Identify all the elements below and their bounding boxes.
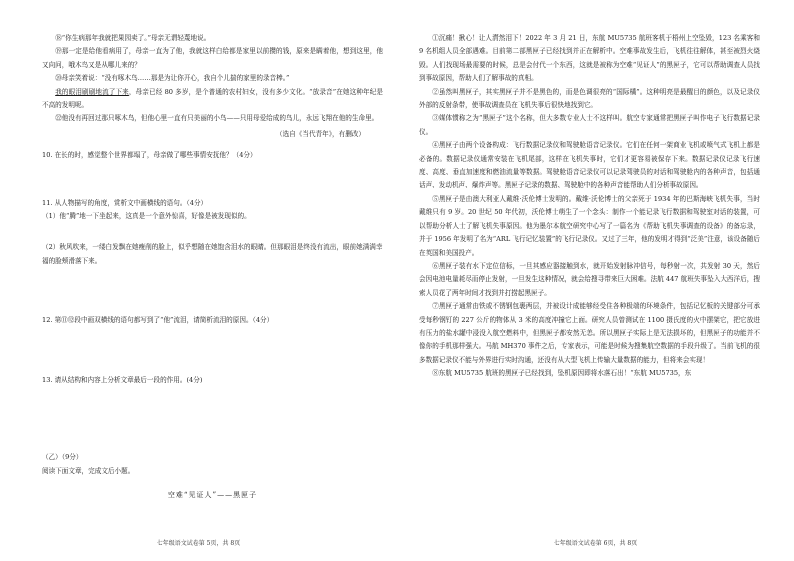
right-para-7: ⑦黑匣子通常由铁或不锈钢包裹两层，并被设计成能够经受住各种极端的环境条件，包括记忆板的关键部分可承受每秒钢钉的 227 公斤的物体从 3 米的高度冲撞它上面。研究人员曾测试在 1100 摄氏度的火中摆架它，把它放进有压力的盐水罐中浸没入航空燃料中，但黑匣子都安然无恙。所以黑匣子实际上是无法损坏的，但黑匣子的功能并不像你的手机那样强大。马航 MH370 事件之后，专家表示，可能是时候为搜集航空数据的手段升级了。当前飞机的很多数据记录仪不能与外界进行实时沟通，还没有从大型飞机上传输大量数据的能力，但将来会实现！ (419, 302, 760, 364)
article-title: 空难“见证人”——黑匣子 (167, 490, 258, 499)
underlined-sentence: 我的眼泪刷刷地流了下来 (55, 87, 129, 96)
question-11: 11. 从人物描写的角度，赏析文中画横线的语句。（4分） (42, 198, 208, 207)
question-12: 12. 第⑪⑫段中画双横线的语句都写到了“他”流泪，请简析流泪的原因。（4分） (42, 316, 274, 325)
source-note: （选自《当代青年》，有删改） (275, 129, 365, 138)
left-para-20: ⑳母亲笑着说：“没有啄木鸟……那是为让你开心，我自个儿揣的家里的录音棒。” (55, 74, 290, 83)
left-para-18: ⑱“你生病那年我就把果园卖了。”母亲无谓轻蔑地说。 (55, 34, 211, 42)
right-para-5: ⑤黑匣子是由澳大利亚人戴维·沃伦博士发明的。戴维·沃伦博士的父亲死于 1934 年的巴斯海峡飞机失事，当时戴维只有 9 岁。20 世纪 50 年代初，沃伦博士萌生了一个念头：制作一个能记录飞行数据和驾驶室对话的装置，可以帮助分析人士了解飞机失事原因。他为墨尔本航空研究中心写了一篇名为《帮助飞机失事调查的设备》的备忘录，并于 1956 年发明了名为“ARL 飞行记忆装置”的飞行记录仪。又过了三年，他的发明才得到“泛美”注意，该设备随后在英国和美国投产。 (419, 194, 760, 257)
right-footer: 七年级语文试卷第 6页，共 8页 (553, 540, 638, 547)
part-b-instruction: 阅读下面文章，完成文后小题。 (42, 466, 135, 475)
question-11-2: （2）秋风吹来，一缕白发飘在她瘦削的脸上，似乎想随在她饱含泪水的眼睛。但那眼泪是终没有流出，眼前她满满幸福的脸颊滑落下来。 (42, 243, 383, 265)
left-para-22: ㉒他没有再回过那只啄木鸟，但他心里一直有只美丽的小鸟——只用母爱给成的鸟儿，永远飞翔在他的生命里。 (55, 114, 379, 123)
part-b-heading: （乙）（9分） (42, 453, 83, 462)
right-para-6: ⑥黑匣子装有水下定位信标，一旦其感应器接触到水，就开始发射脉冲信号，每秒射一次，共发射 30 天，然后会因电池电量耗尽而停止发射，一旦发生这种情况，就会给搜寻带来巨大困难。法航 447 航班失事坠入大西洋后，搜索人员花了两年时间才找到并打捞起黑匣子。 (419, 261, 760, 297)
right-page (397, 0, 794, 561)
left-para-21-rest: ，母亲已经 80 多岁，是个普通的农村妇女，没有多少文化。“放录音”在她这种年纪是不高的发明呢。 (42, 87, 384, 110)
left-para-19: ⑲那一定是给他看病用了，母亲一直为了他，我就这样白给都是家里以前攒的钱，原来是瞒着他，想到这里，他又向问，哦木鸟又是从哪儿来的？ (42, 47, 383, 69)
question-10: 10. 在长的时，感觉整个世界都塌了，母亲做了哪些事情安抚他？（4分） (42, 151, 257, 160)
question-13: 13. 请从结构和内容上分析文章最后一段的作用。(4分) (42, 375, 203, 384)
right-para-3: ③媒体惯称之为“黑匣子”这个名称，但大多数专业人士不这样叫。航空专家通常把黑匣子叫作电子飞行数据记录仪。 (419, 114, 760, 136)
right-para-1: ①沉痛！揪心！让人潸然泪下！2022 年 3 月 21 日，东航 MU5735 航班客机于梧州上空坠毁，123 名乘客和 9 名机组人员全部遇难。目前第二部黑匣子已经找到并正在解析中。空难事故发生后，飞机往往解体，甚至被烈火烧毁。人们找现场最需要的时候，总是会付代一个东西，这就是被称为空难“见证人”的黑匣子，它可以帮助调查人员找到事故原因，帮助人们了解事故的真相。 (419, 34, 760, 83)
right-para-8: ⑧东航 MU5735 航班的黑匣子已经找到，坠机原因即将水落石出！“东航 MU5735，东 (432, 369, 692, 378)
right-para-2: ②虽然叫黑匣子，其实黑匣子并不是黑色的，而是色调很亮的“国际橘”。这种明亮是最醒目的颜色，以及记录仪外部的反射条带，使事故调查员在飞机失事后很快地找到它。 (419, 87, 760, 110)
right-para-4: ④黑匣子由两个设备构成：飞行数据记录仪和驾驶舱语音记录仪。它们在任何一架商业飞机或喷气式飞机上都是必备的。数据记录仪通常安装在飞机尾部，这样在飞机失事时，它们才更容易被保存下来。数据记录仪记录飞行速度、高度、垂直加速度和燃油流量等数据。驾驶舱语音记录仪可以记录驾驶员的对话和驾驶舱内的各种声音，包括通话声、发动机声、爆炸声等。黑匣子记录的数据、驾驶舱中的各种声音能帮助人们分析事故原因。 (419, 141, 760, 190)
question-11-1: （1）他“腾”地一下坐起来，这真是一个意外惊喜，好像是被发现似的。 (42, 212, 251, 221)
left-footer: 七年级语文试卷第 5页，共 8页 (156, 540, 241, 547)
left-para-21 (42, 86, 383, 113)
